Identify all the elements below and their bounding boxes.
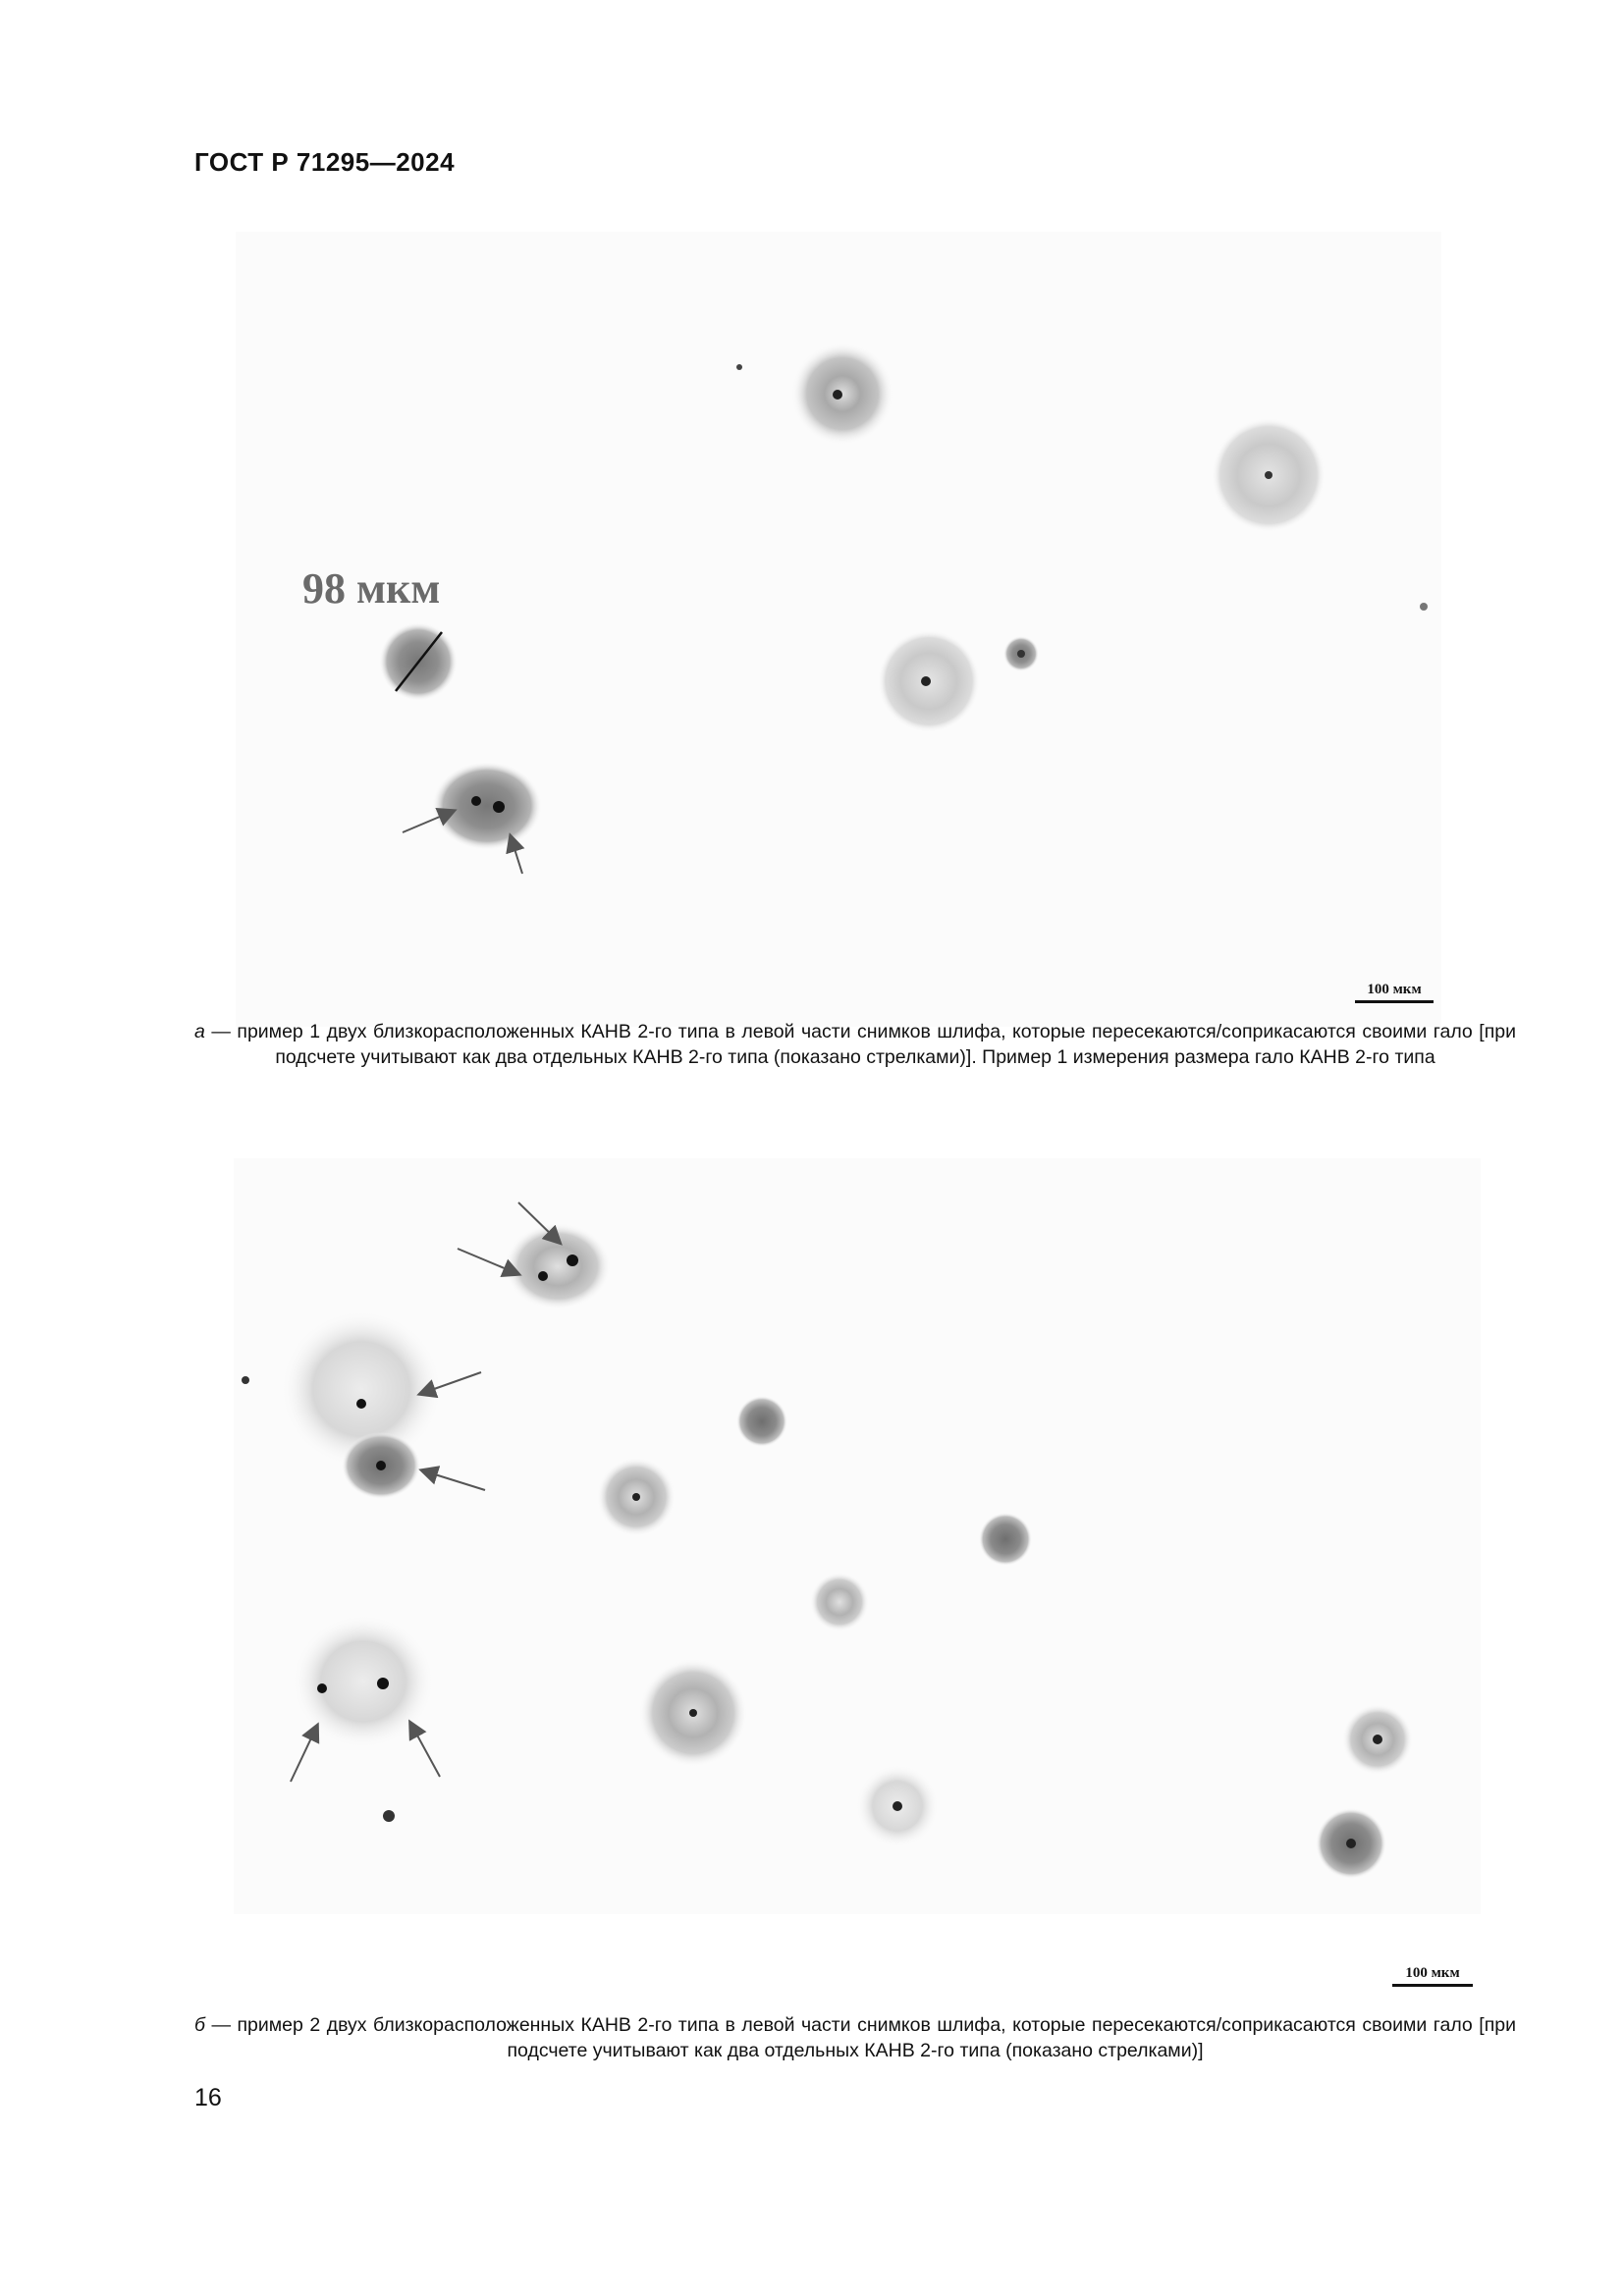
inclusion-core — [921, 676, 931, 686]
inclusion-core — [1373, 1735, 1382, 1744]
arrow — [291, 1726, 317, 1782]
scale-bar-a — [1355, 982, 1434, 1003]
inclusion-core — [376, 1461, 386, 1470]
inclusion-core — [493, 801, 505, 813]
caption-text: — пример 1 двух близкорасположенных КАНВ 2-го типа в левой части снимков шлифа, которые пересекаются/соприкасаются своими гало [при подсчете учитывают как два отдельных КАНВ 2-го типа (показано стрелками)]. Пример 1 измерения размера гало КАНВ 2-го типа — [204, 1021, 1516, 1068]
inclusion-core — [1265, 471, 1272, 479]
micrograph-a — [236, 232, 1441, 1027]
inclusion-core — [736, 364, 742, 370]
inclusion-halo — [810, 1573, 869, 1631]
scale-bar-line — [1355, 1000, 1434, 1003]
inclusion-core — [242, 1376, 249, 1384]
micrograph-a-image — [236, 232, 1441, 1027]
page-number: 16 — [194, 2084, 222, 2111]
document-header: ГОСТ Р 71295—2024 — [194, 147, 456, 177]
inclusion-core — [538, 1271, 548, 1281]
inclusion-core — [377, 1678, 389, 1689]
inclusion-halo — [791, 343, 893, 445]
measurement-label: 98 мкм — [302, 564, 441, 613]
inclusion-core — [383, 1810, 395, 1822]
inclusion-core — [1346, 1839, 1356, 1848]
inclusion-core — [632, 1493, 640, 1501]
arrow — [410, 1723, 440, 1777]
inclusion-halo — [736, 1396, 787, 1447]
inclusion-core — [833, 390, 842, 400]
scale-bar-b — [1392, 1965, 1473, 1987]
arrow — [422, 1470, 485, 1490]
caption-b — [194, 2012, 1516, 2063]
scale-bar-line — [1392, 1984, 1473, 1987]
caption-text: — пример 2 двух близкорасположенных КАНВ 2-го типа в левой части снимков шлифа, которые пересекаются/соприкасаются своими гало [при подсчете учитывают как два отдельных КАНВ 2-го типа (показано стрелками)] — [204, 2014, 1516, 2061]
scale-bar-label: 100 мкм — [1405, 1965, 1460, 1981]
inclusion-core — [567, 1255, 578, 1266]
inclusion-core — [356, 1399, 366, 1409]
inclusion-core — [689, 1709, 697, 1717]
inclusion-core — [317, 1683, 327, 1693]
caption-a — [194, 1019, 1516, 1070]
micrograph-b-image — [234, 1158, 1481, 1914]
caption-letter: б — [194, 2014, 205, 2036]
scale-bar-label: 100 мкм — [1367, 982, 1422, 997]
inclusion-core — [1017, 650, 1025, 658]
inclusion-halo — [979, 1513, 1032, 1566]
inclusion-halo — [432, 762, 542, 850]
inclusion-core — [1420, 603, 1428, 611]
micrograph-b — [234, 1158, 1481, 1914]
inclusion-halo — [505, 1223, 611, 1309]
inclusion-core — [471, 796, 481, 806]
inclusion-core — [893, 1801, 902, 1811]
caption-letter: а — [194, 1021, 205, 1042]
